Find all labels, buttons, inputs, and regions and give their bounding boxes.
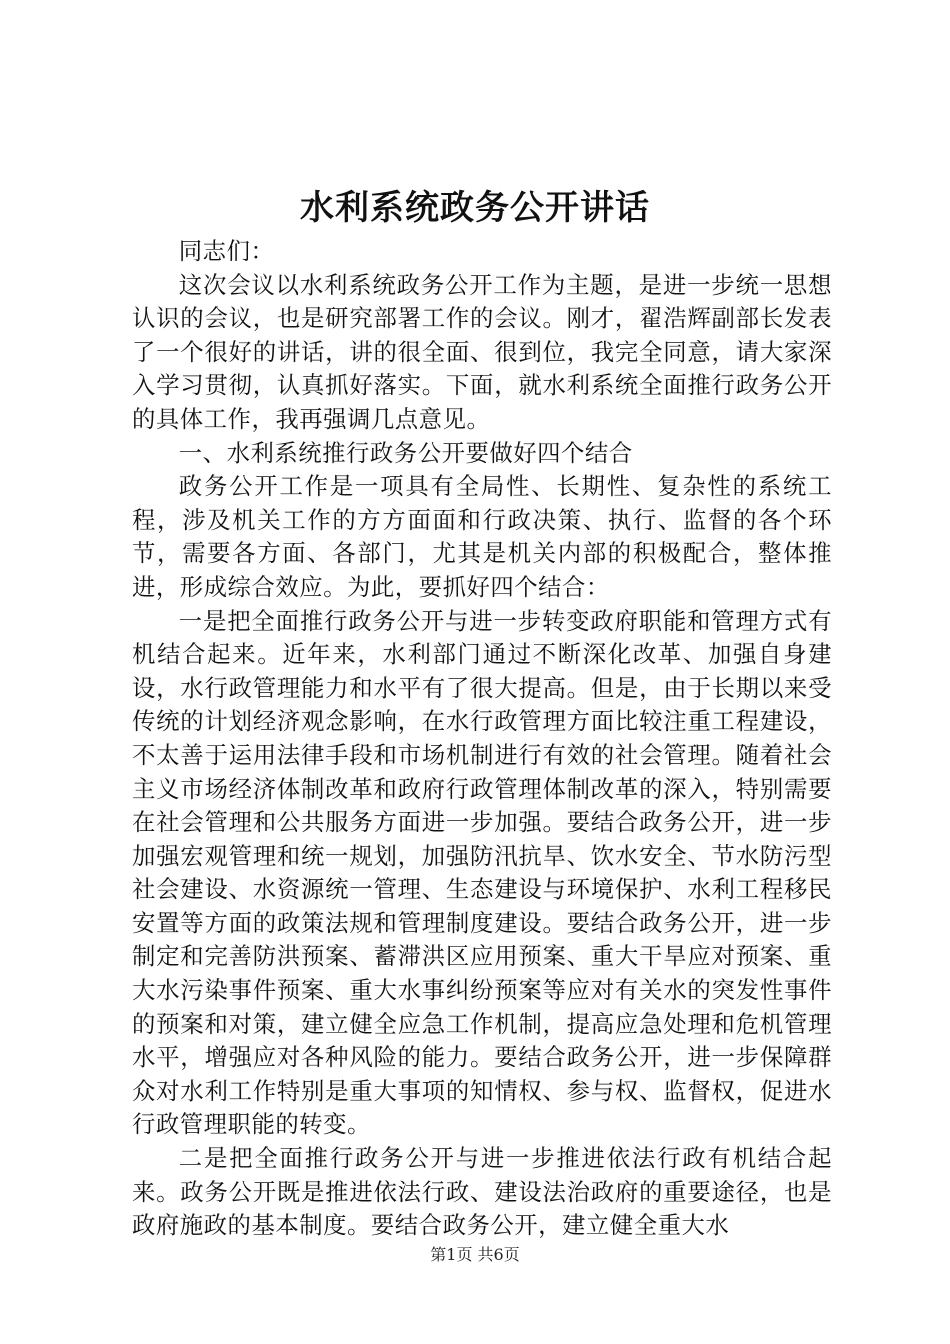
page-number-footer: 第1页 共6页 bbox=[430, 1245, 520, 1264]
paragraph-intro: 这次会议以水利系统政务公开工作为主题，是进一步统一思想认识的会议，也是研究部署工作的会议。刚才，翟浩辉副部长发表了一个很好的讲话，讲的很全面、很到位，我完全同意，请大家深入学习贯彻，认真抓好落实。下面，就水利系统全面推行政务公开的具体工作，我再强调几点意见。 bbox=[132, 270, 832, 433]
paragraph-section-1: 政务公开工作是一项具有全局性、长期性、复杂性的系统工程，涉及机关工作的方方面面和行政决策、执行、监督的各个环节，需要各方面、各部门，尤其是机关内部的积极配合，整体推进，形成综合效应。为此，要抓好四个结合： bbox=[132, 472, 832, 601]
document-body bbox=[132, 235, 832, 1243]
salutation: 同志们： bbox=[178, 237, 275, 265]
paragraph-point-1: 一是把全面推行政务公开与进一步转变政府职能和管理方式有机结合起来。近年来，水利部门通过不断深化改革、加强自身建设，水行政管理能力和水平有了很大提高。但是，由于长期以来受传统的计划经济观念影响，在水行政管理方面比较注重工程建设，不太善于运用法律手段和市场机制进行有效的社会管理。随着社会主义市场经济体制改革和政府行政管理体制改革的深入，特别需要在社会管理和公共服务方面进一步加强。要结合政务公开，进一步加强宏观管理和统一规划，加强防汛抗旱、饮水安全、节水防污型社会建设、水资源统一管理、生态建设与环境保护、水利工程移民安置等方面的政策法规和管理制度建设。要结合政务公开，进一步制定和完善防洪预案、蓄滞洪区应用预案、重大干旱应对预案、重大水污染事件预案、重大水事纠纷预案等应对有关水的突发性事件的预案和对策，建立健全应急工作机制，提高应急处理和危机管理水平，增强应对各种风险的能力。要结合政务公开，进一步保障群众对水利工作特别是重大事项的知情权、参与权、监督权，促进水行政管理职能的转变。 bbox=[132, 606, 832, 1139]
document-title: 水利系统政务公开讲话 bbox=[300, 188, 650, 228]
paragraph-point-2: 二是把全面推行政务公开与进一步推进依法行政有机结合起来。政务公开既是推进依法行政、建设法治政府的重要途径，也是政府施政的基本制度。要结合政务公开，建立健全重大水 bbox=[132, 1144, 832, 1240]
section-heading-1: 一、水利系统推行政务公开要做好四个结合 bbox=[178, 438, 633, 467]
